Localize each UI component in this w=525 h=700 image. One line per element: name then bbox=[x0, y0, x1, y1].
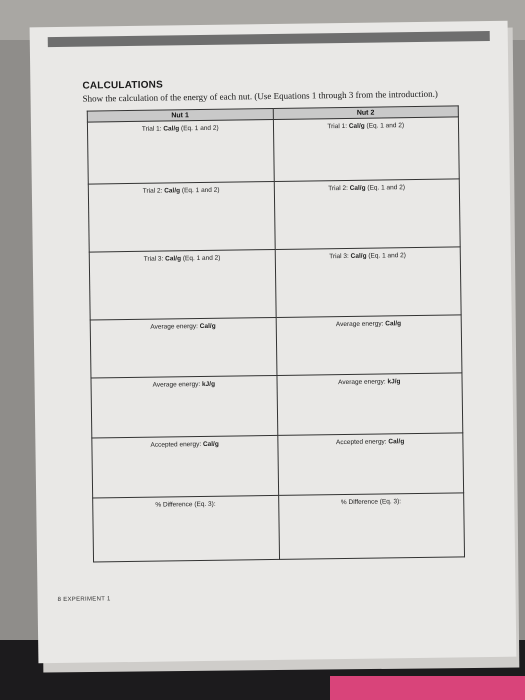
cell-unit: Cal/g bbox=[385, 320, 402, 328]
cell-equation: (Eq. 1 and 2) bbox=[179, 124, 219, 133]
cell-unit: Cal/g bbox=[199, 322, 216, 331]
cell-equation: (Eq. 1 and 2) bbox=[180, 254, 221, 263]
cell-label: Trial 2: bbox=[328, 184, 350, 193]
cell-equation: (Eq. 1 and 2) bbox=[366, 252, 406, 260]
answer-cell-nut-2[interactable] bbox=[278, 493, 464, 560]
answer-cell-nut-1[interactable] bbox=[92, 435, 278, 498]
table-row bbox=[89, 247, 461, 320]
cell-label: Average energy: bbox=[338, 378, 388, 387]
answer-cell-nut-1[interactable] bbox=[91, 375, 277, 438]
answer-cell-nut-2[interactable] bbox=[276, 315, 462, 376]
table-row bbox=[87, 117, 459, 184]
table-row bbox=[90, 315, 462, 378]
cell-unit: Cal/g bbox=[163, 125, 180, 133]
cell-label: Accepted energy: bbox=[150, 440, 203, 449]
cell-unit: Cal/g bbox=[202, 440, 219, 448]
cell-label: Trial 2: bbox=[142, 187, 165, 195]
answer-cell-nut-1[interactable] bbox=[89, 249, 275, 320]
cell-unit: Cal/g bbox=[164, 187, 181, 195]
column-header-nut-1: Nut 1 bbox=[87, 108, 273, 122]
cell-label: Accepted energy: bbox=[335, 438, 389, 447]
answer-cell-nut-2[interactable] bbox=[275, 247, 461, 318]
background-pink-object bbox=[330, 676, 525, 700]
cell-equation: (Eq. 1 and 2) bbox=[364, 122, 405, 130]
table-row bbox=[92, 433, 464, 498]
answer-cell-nut-2[interactable] bbox=[277, 433, 463, 496]
cell-label: Trial 1: bbox=[327, 122, 349, 131]
answer-cell-nut-2[interactable] bbox=[273, 117, 459, 182]
cell-label: Average energy: bbox=[150, 323, 200, 331]
cell-equation: (Eq. 1 and 2) bbox=[365, 184, 406, 192]
cell-unit: Cal/g bbox=[165, 255, 182, 263]
cell-unit: kJ/g bbox=[387, 378, 401, 386]
cell-label: Average energy: bbox=[335, 320, 386, 329]
table-row bbox=[93, 493, 465, 562]
cell-label: Trial 3: bbox=[143, 255, 166, 263]
cell-unit: Cal/g bbox=[349, 184, 366, 192]
cell-unit: Cal/g bbox=[388, 438, 405, 446]
answer-cell-nut-2[interactable] bbox=[274, 179, 460, 250]
cell-equation: (Eq. 1 and 2) bbox=[180, 186, 220, 195]
answer-cell-nut-1[interactable] bbox=[90, 317, 276, 378]
cell-unit: Cal/g bbox=[348, 122, 365, 130]
cell-label: % Difference (Eq. 3): bbox=[340, 498, 402, 507]
column-header-nut-2: Nut 2 bbox=[273, 106, 459, 120]
instructions-text: Show the calculation of the energy of each nut. (Use Equations 1 through 3 from the introduction.) bbox=[82, 88, 438, 104]
worksheet-page bbox=[30, 21, 517, 664]
answer-cell-nut-1[interactable] bbox=[88, 181, 274, 252]
header-bar bbox=[48, 31, 490, 47]
calculations-table bbox=[87, 105, 465, 562]
table-row bbox=[88, 179, 460, 252]
answer-cell-nut-2[interactable] bbox=[276, 373, 462, 436]
answer-cell-nut-1[interactable] bbox=[87, 119, 273, 184]
cell-label: Average energy: bbox=[152, 380, 203, 389]
page-footer: 8 EXPERIMENT 1 bbox=[57, 596, 111, 604]
table-row bbox=[91, 373, 463, 438]
cell-unit: Cal/g bbox=[350, 252, 367, 260]
cell-label: % Difference (Eq. 3): bbox=[155, 500, 216, 509]
cell-label: Trial 1: bbox=[141, 125, 164, 133]
section-title: CALCULATIONS bbox=[82, 79, 164, 92]
answer-cell-nut-1[interactable] bbox=[93, 495, 279, 562]
cell-label: Trial 3: bbox=[329, 252, 351, 261]
cell-unit: kJ/g bbox=[201, 380, 216, 388]
